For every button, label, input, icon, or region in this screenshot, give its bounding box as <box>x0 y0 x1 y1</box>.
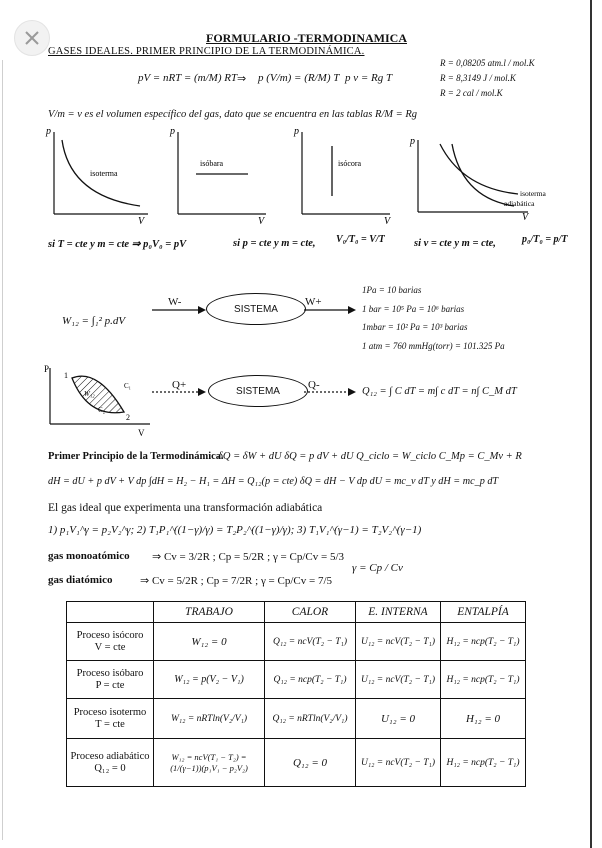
work-integral: W₁₂ = ∫₁² p.dV <box>62 315 126 327</box>
heat-integral: Q₁₂ = ∫ C dT = m∫ c dT = n∫ C_M dT <box>362 386 517 397</box>
unit-pa: 1Pa = 10 barias <box>362 285 422 295</box>
row-label: Proceso adiabático Q₁₂ = 0 <box>67 739 154 787</box>
cell-entalpia: H₁₂ = 0 <box>441 699 526 739</box>
page-title: FORMULARIO -TERMODINAMICA <box>206 31 407 45</box>
heat-in-label: Q+ <box>172 379 187 391</box>
mono-eq: ⇒ Cv = 3/2R ; Cp = 5/2R ; γ = Cp/Cv = 5/3 <box>152 551 345 563</box>
heat-out-label: Q- <box>308 379 320 391</box>
cell-interna: U₁₂ = ncV(T₂ − T₁) <box>356 623 441 661</box>
axis-p-label: p <box>410 136 415 147</box>
axis-v-label: V <box>138 216 145 227</box>
cond-isobaric-eq: V₀/T₀ = V/T <box>336 234 385 245</box>
process-table <box>66 601 526 787</box>
r-const-3: R = 2 cal / mol.K <box>440 88 503 98</box>
page-edge-left <box>2 60 3 840</box>
isoterma-label: isoterma <box>90 169 118 178</box>
row-label: Proceso isóbaro P = cte <box>67 661 154 699</box>
arrow-implies: ⇒ <box>237 73 247 85</box>
cell-calor: Q₁₂ = ncp(T₂ − T₁) <box>265 661 356 699</box>
r-const-2: R = 8,3149 J / mol.K <box>440 73 516 83</box>
axis-p-label: p <box>170 126 175 137</box>
cell-trabajo: W₁₂ = ncV(T₁ − T₂) = (1/(γ−1))(p₁V₁ − p₂V₂) <box>154 739 265 787</box>
mono-label: gas monoatómico <box>48 550 130 562</box>
cell-interna: U₁₂ = ncV(T₂ − T₁) <box>356 661 441 699</box>
table-row <box>67 623 526 661</box>
row-label: Proceso isócoro V = cte <box>67 623 154 661</box>
cell-entalpia: H₁₂ = ncp(T₂ − T₁) <box>441 661 526 699</box>
cycle-c1: C₁ <box>124 382 132 390</box>
cycle-axis-p: P <box>44 364 50 374</box>
eq-specific: p v = Rg T <box>345 72 393 84</box>
table-header-empty <box>67 602 154 623</box>
axis-p-label: p <box>46 126 51 137</box>
system-ellipse <box>206 293 306 325</box>
axis-v-label: V <box>522 212 529 223</box>
graph-isoterma <box>40 126 150 227</box>
r-const-1: R = 0,08205 atm.l / mol.K <box>440 58 535 68</box>
page-edge-right <box>590 0 592 848</box>
first-principle-label: Primer Principio de la Termodinámica. <box>48 451 224 462</box>
cell-interna: U₁₂ = ncV(T₂ − T₁) <box>356 739 441 787</box>
cell-entalpia: H₁₂ = ncp(T₂ − T₁) <box>441 739 526 787</box>
section-subtitle: GASES IDEALES. PRIMER PRINCIPIO DE LA TERMODINÁMICA. <box>48 46 365 57</box>
close-button[interactable] <box>14 20 50 56</box>
cycle-work: W₁₂ <box>84 390 95 398</box>
isocora-label: isócora <box>338 159 362 168</box>
cell-calor: Q₁₂ = nRTln(V₂/V₁) <box>265 699 356 739</box>
cycle-point-2: 2 <box>126 413 130 422</box>
table-row <box>67 699 526 739</box>
system-label: SISTEMA <box>236 385 280 397</box>
system-ellipse-heat <box>208 375 308 407</box>
eq-ideal-gas: pV = nRT = (m/M) RT <box>138 72 238 84</box>
unit-bar: 1 bar = 10⁵ Pa = 10⁶ barias <box>362 304 465 314</box>
isobara-label: isóbara <box>200 159 224 168</box>
adiabatic-eqs: 1) p₁V₁^γ = p₂V₂^γ; 2) T₁P₁^((1−γ)/γ) = T₂P₂^((1−γ)/γ); 3) T₁V₁^(γ−1) = T₂V₂^(γ−1) <box>48 524 422 536</box>
eq-density: p (V/m) = (R/M) T <box>258 72 340 84</box>
graph-adiabatica <box>410 136 560 222</box>
enthalpy-eqs: dH = dU + p dV + V dp ∫dH = H₂ − H₁ = ΔH = Q₁₂(p = cte) δQ = dH − V dp dU = mc_v dT y dH = mc_p dT <box>48 476 499 487</box>
cell-trabajo: W₁₂ = p(V₂ − V₁) <box>154 661 265 699</box>
cell-calor: Q₁₂ = 0 <box>265 739 356 787</box>
table-header-row <box>67 602 526 623</box>
gamma-def: γ = Cp / Cv <box>352 562 403 574</box>
graph-isobara <box>168 126 268 227</box>
cell-trabajo: W₁₂ = 0 <box>154 623 265 661</box>
table-header-calor: CALOR <box>265 602 356 623</box>
cycle-graph <box>44 364 154 440</box>
table-row <box>67 739 526 787</box>
table-header-interna: E. INTERNA <box>356 602 441 623</box>
cell-entalpia: H₁₂ = ncp(T₂ − T₁) <box>441 623 526 661</box>
cell-interna: U₁₂ = 0 <box>356 699 441 739</box>
graph-isocora <box>292 126 392 227</box>
adiabatica-label: adiabática <box>504 199 535 208</box>
cond-isobaric: si p = cte y m = cte, <box>233 238 316 249</box>
row-label: Proceso isotermo T = cte <box>67 699 154 739</box>
axis-v-label: V <box>384 216 391 227</box>
axis-p-label: p <box>294 126 299 137</box>
cond-isotherm: si T = cte y m = cte ⇒ p₀V₀ = pV <box>48 239 187 250</box>
table-header-entalpia: ENTALPÍA <box>441 602 526 623</box>
close-icon <box>23 29 41 47</box>
di-label: gas diatómico <box>48 574 113 586</box>
cycle-axis-v: V <box>138 428 145 438</box>
cell-calor: Q₁₂ = ncV(T₂ − T₁) <box>265 623 356 661</box>
table-header-trabajo: TRABAJO <box>154 602 265 623</box>
unit-mbar: 1mbar = 10² Pa = 10³ barias <box>362 322 468 332</box>
table-row <box>67 661 526 699</box>
axis-v-label: V <box>258 216 265 227</box>
unit-atm: 1 atm = 760 mmHg(torr) = 101.325 Pa <box>362 341 505 351</box>
di-eq: ⇒ Cv = 5/2R ; Cp = 7/2R ; γ = Cp/Cv = 7/5 <box>140 575 333 587</box>
adiabatic-intro: El gas ideal que experimenta una transformación adiabática <box>48 502 323 514</box>
first-principle-eqs: δQ = δW + dU δQ = p dV + dU Q_ciclo = W_ciclo C_Mp = C_Mv + R <box>218 451 522 462</box>
work-in-label: W- <box>168 296 182 308</box>
cycle-c2: C₂ <box>98 406 106 414</box>
cond-isochoric-eq: p₀/T₀ = p/T <box>522 234 568 245</box>
cond-isochoric: si v = cte y m = cte, <box>414 238 496 249</box>
system-label: SISTEMA <box>234 303 278 315</box>
work-out-label: W+ <box>305 296 322 308</box>
specific-volume-line: V/m = v es el volumen específico del gas, dato que se encuentra en las tablas R/M = Rg <box>48 109 418 120</box>
cell-trabajo: W₁₂ = nRTln(V₂/V₁) <box>154 699 265 739</box>
isoterma-label: isoterma <box>520 189 546 198</box>
cycle-point-1: 1 <box>64 371 68 380</box>
